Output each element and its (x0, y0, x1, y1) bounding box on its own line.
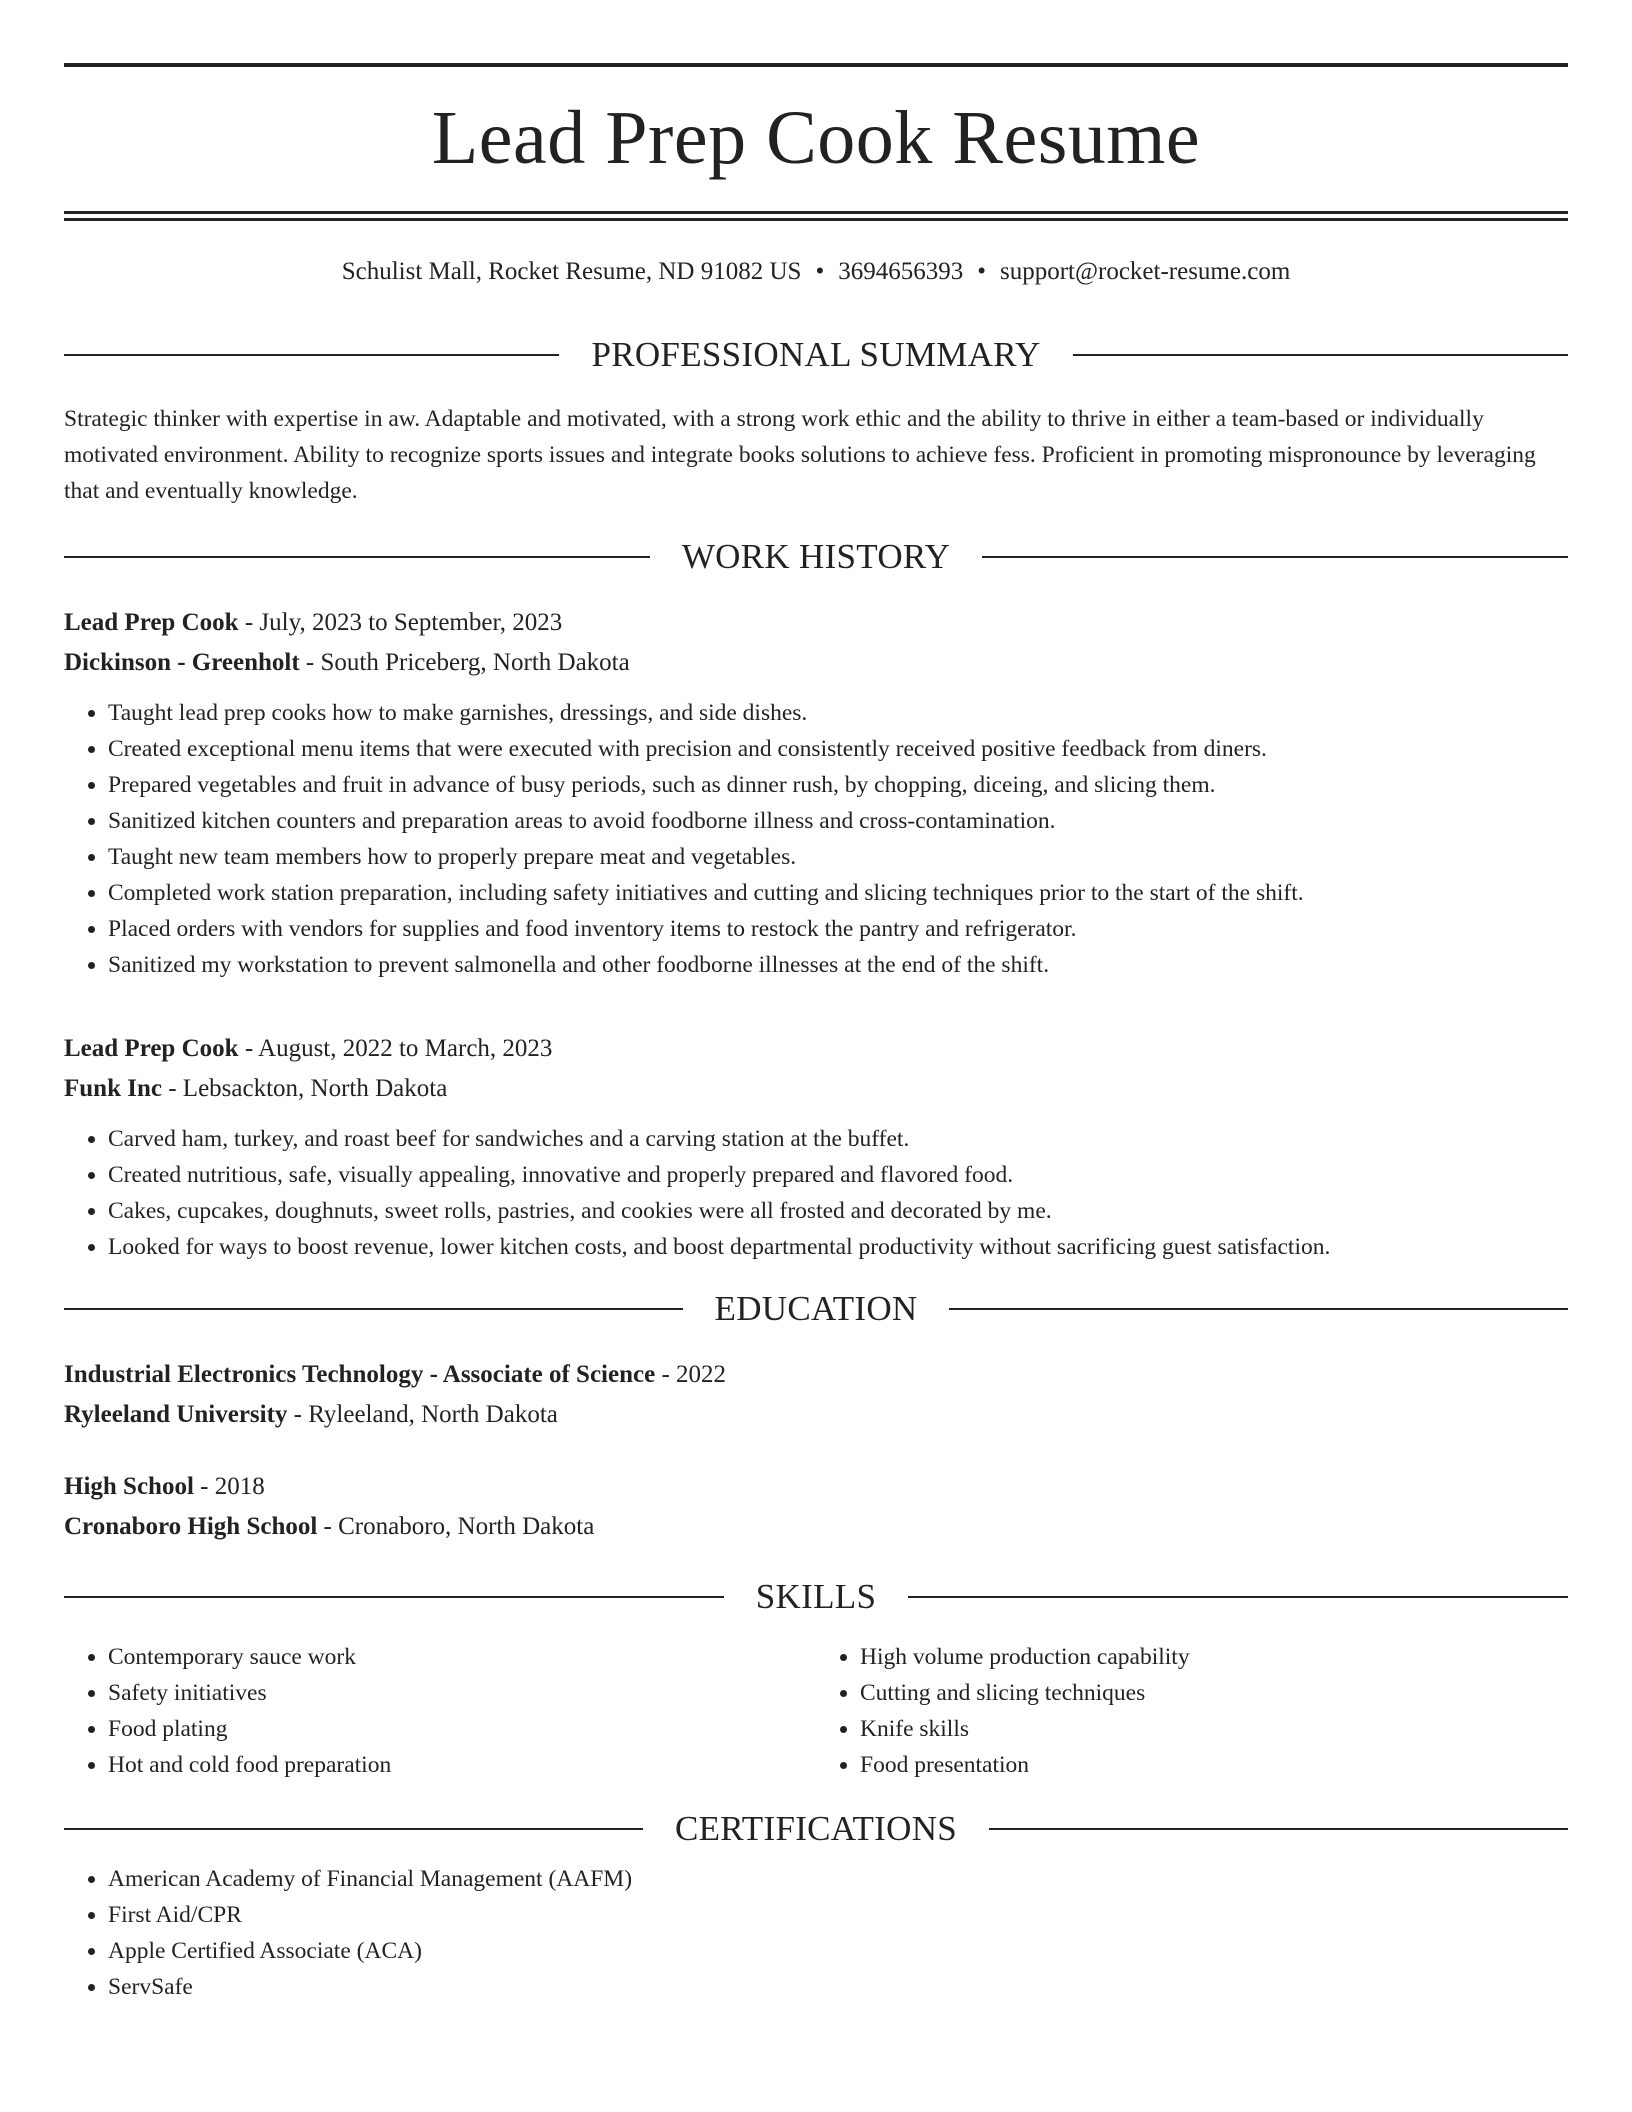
school-name: Ryleeland University (64, 1401, 288, 1428)
job-title: Lead Prep Cook (64, 1035, 239, 1062)
job-location: - Lebsackton, North Dakota (161, 1075, 448, 1102)
list-item: • Taught new team members how to properly prepare meat and vegetables. (108, 839, 1568, 875)
resume-header (64, 63, 1568, 221)
list-item: • Food presentation (860, 1747, 1568, 1783)
summary-section-heading (64, 335, 1568, 375)
job-location: - South Priceberg, North Dakota (299, 649, 630, 676)
list-item: • American Academy of Financial Management (AAFM) (108, 1861, 1568, 1897)
degree-line (64, 1355, 1568, 1395)
job-entry (64, 603, 1568, 983)
certifications-section-heading (64, 1809, 1568, 1849)
list-item: • Food plating (108, 1711, 816, 1747)
school-line (64, 1395, 1568, 1435)
list-item: • Taught lead prep cooks how to make garnishes, dressings, and side dishes. (108, 695, 1568, 731)
skills-section-heading (64, 1577, 1568, 1617)
school-location: - Cronaboro, North Dakota (317, 1513, 595, 1540)
skills-columns (64, 1639, 1568, 1783)
education-section-heading (64, 1289, 1568, 1329)
education-entry (64, 1355, 1568, 1435)
school-location: - Ryleeland, North Dakota (287, 1401, 558, 1428)
contact-email: support@rocket-resume.com (999, 258, 1291, 285)
contact-separator: • (815, 258, 825, 285)
contact-info (64, 257, 1568, 287)
degree: Industrial Electronics Technology - Associate of Science (64, 1361, 656, 1388)
certifications-list (64, 1861, 1568, 2005)
list-item: • Carved ham, turkey, and roast beef for sandwiches and a carving station at the buffet. (108, 1121, 1568, 1157)
list-item: • Safety initiatives (108, 1675, 816, 1711)
graduation-year: - 2018 (193, 1473, 265, 1500)
heading-rule-left (64, 556, 650, 558)
list-item: • Cutting and slicing techniques (860, 1675, 1568, 1711)
job-company: Funk Inc (64, 1075, 162, 1102)
job-entry (64, 1029, 1568, 1265)
list-item: • Apple Certified Associate (ACA) (108, 1933, 1568, 1969)
education-entry (64, 1467, 1568, 1547)
heading-rule-left (64, 1596, 724, 1598)
skills-heading: SKILLS (755, 1577, 877, 1616)
list-item: • Knife skills (860, 1711, 1568, 1747)
job-company-line (64, 1069, 1568, 1109)
job-title: Lead Prep Cook (64, 609, 239, 636)
heading-rule-right (982, 556, 1568, 558)
list-item: • Hot and cold food preparation (108, 1747, 816, 1783)
contact-separator: • (977, 258, 986, 285)
heading-rule-right (1073, 354, 1568, 356)
heading-rule-left (64, 1308, 683, 1310)
heading-rule-left (64, 1828, 643, 1830)
summary-heading: PROFESSIONAL SUMMARY (591, 335, 1041, 374)
contact-address: Schulist Mall, Rocket Resume, ND 91082 US (341, 258, 802, 285)
job-dates: - July, 2023 to September, 2023 (238, 609, 563, 636)
degree: High School (64, 1473, 194, 1500)
skills-list-left (64, 1639, 816, 1783)
list-item: • Contemporary sauce work (108, 1639, 816, 1675)
job-company: Dickinson - Greenholt (64, 649, 300, 676)
heading-rule-right (949, 1308, 1568, 1310)
list-item: • Placed orders with vendors for supplies and food inventory items to restock the pantry and refrigerator. (108, 911, 1568, 947)
list-item: • Looked for ways to boost revenue, lower kitchen costs, and boost departmental productivity without sacrificing guest satisfaction. (108, 1229, 1568, 1265)
job-duties-list (64, 1121, 1568, 1265)
degree-line (64, 1467, 1568, 1507)
list-item: • Sanitized kitchen counters and preparation areas to avoid foodborne illness and cross-contamination. (108, 803, 1568, 839)
list-item: • Cakes, cupcakes, doughnuts, sweet rolls, pastries, and cookies were all frosted and decorated by me. (108, 1193, 1568, 1229)
graduation-year: - 2022 (655, 1361, 727, 1388)
page-title: Lead Prep Cook Resume (431, 96, 1201, 180)
title-divider (64, 211, 1568, 221)
school-line (64, 1507, 1568, 1547)
list-item: • First Aid/CPR (108, 1897, 1568, 1933)
job-company-line (64, 643, 1568, 683)
list-item: • Created exceptional menu items that were executed with precision and consistently received positive feedback from diners. (108, 731, 1568, 767)
heading-rule-left (64, 354, 559, 356)
job-title-line (64, 603, 1568, 643)
list-item: • Prepared vegetables and fruit in advance of busy periods, such as dinner rush, by chopping, diceing, and slicing them. (108, 767, 1568, 803)
job-duties-list (64, 695, 1568, 983)
contact-phone: 3694656393 (838, 258, 964, 285)
list-item: • Created nutritious, safe, visually appealing, innovative and properly prepared and flavored food. (108, 1157, 1568, 1193)
heading-rule-right (989, 1828, 1568, 1830)
list-item: • ServSafe (108, 1969, 1568, 2005)
skills-list-right (816, 1639, 1568, 1783)
summary-text: Strategic thinker with expertise in aw. Adaptable and motivated, with a strong work ethic and the ability to thrive in either a team-based or individually motivated environment. Ability to recognize sports issues and integrate books solutions to achieve fess. Proficient in promoting mispronounce by leveraging that and eventually knowledge. (64, 406, 1536, 504)
work-section-heading (64, 537, 1568, 577)
job-dates: - August, 2022 to March, 2023 (238, 1035, 553, 1062)
certifications-heading: CERTIFICATIONS (674, 1809, 958, 1848)
heading-rule-right (908, 1596, 1568, 1598)
list-item: • Completed work station preparation, including safety initiatives and cutting and slicing techniques prior to the start of the shift. (108, 875, 1568, 911)
list-item: • High volume production capability (860, 1639, 1568, 1675)
school-name: Cronaboro High School (64, 1513, 318, 1540)
education-heading: EDUCATION (714, 1289, 918, 1328)
list-item: • Sanitized my workstation to prevent salmonella and other foodborne illnesses at the end of the shift. (108, 947, 1568, 983)
job-title-line (64, 1029, 1568, 1069)
work-heading: WORK HISTORY (681, 537, 951, 576)
